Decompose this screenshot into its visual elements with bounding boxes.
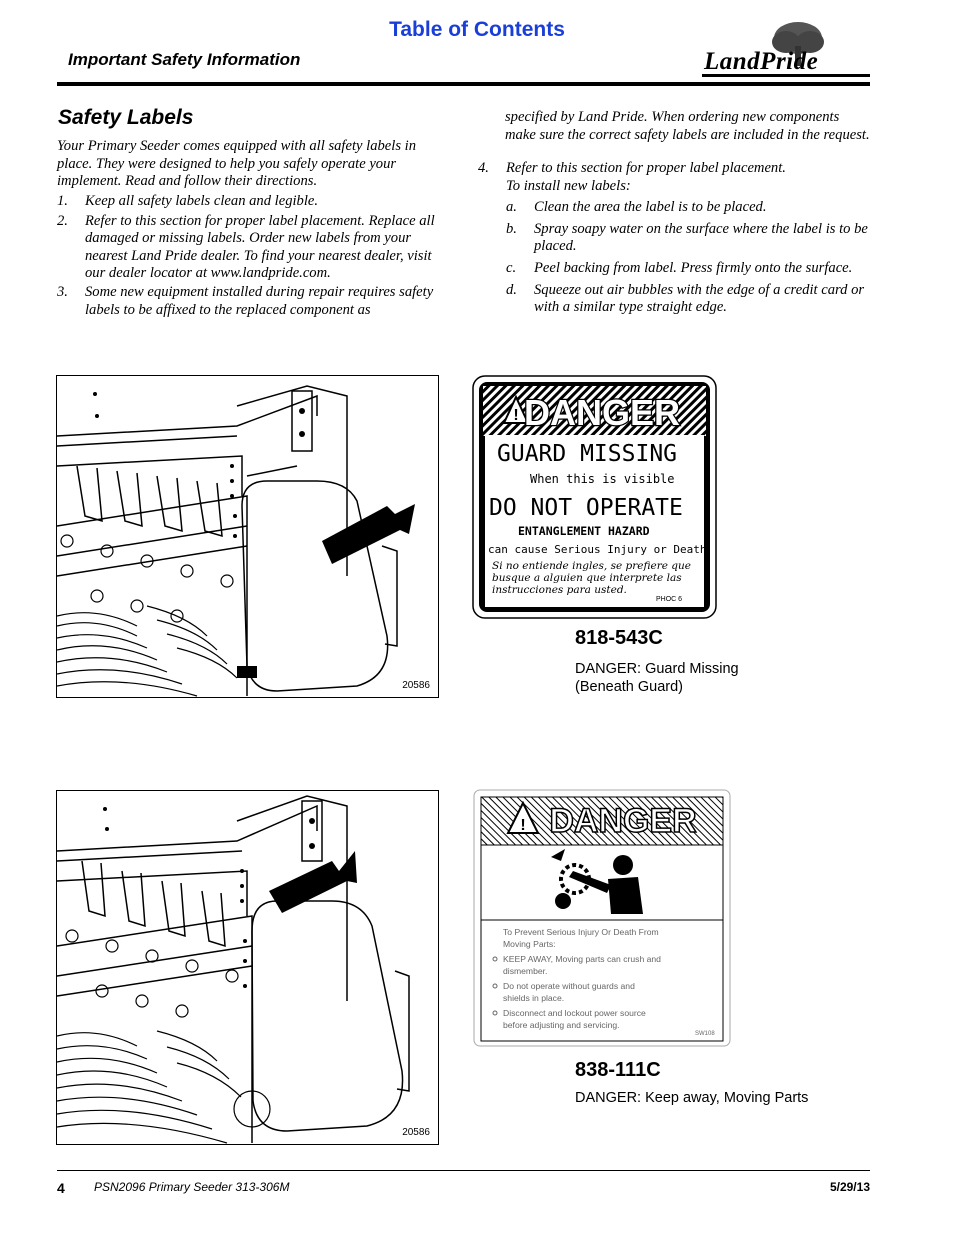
- list-item-continued: specified by Land Pride. When ordering new components make sure the correct safety labels are included in the request.: [505, 109, 870, 143]
- sign-line: busque a alguien que interprete las: [492, 572, 682, 584]
- sign-line: ENTANGLEMENT HAZARD: [518, 524, 650, 538]
- sub-item: a. Clean the area the label is to be placed.: [506, 199, 767, 216]
- land-pride-logo: [698, 18, 873, 80]
- document-date: 5/29/13: [829, 1180, 870, 1194]
- sign-line: Si no entiende ingles, se prefiere que: [492, 560, 691, 572]
- document-id: PSN2096 Primary Seeder 313-306M: [94, 1180, 290, 1194]
- seeder-drawing: [57, 376, 438, 697]
- label-part-number: 838-111C: [575, 1059, 661, 1081]
- sign-line: before adjusting and servicing.: [503, 1020, 620, 1030]
- sign-line: KEEP AWAY, Moving parts can crush and: [503, 954, 661, 964]
- sign-line: To Prevent Serious Injury Or Death From: [503, 927, 659, 937]
- instruction-list: [57, 193, 449, 319]
- install-instructions: [478, 160, 873, 317]
- header-rule: [57, 82, 870, 86]
- label-description: DANGER: Keep away, Moving Parts: [575, 1090, 809, 1106]
- sign-line: Moving Parts:: [503, 939, 556, 949]
- sub-item: d. Squeeze out air bubbles with the edge of a credit card or with a similar type straight edge.: [506, 281, 865, 316]
- seeder-illustration-1: [56, 375, 439, 698]
- seeder-illustration-2: [56, 790, 439, 1145]
- list-item: 1. Keep all safety labels clean and legible.: [57, 193, 319, 209]
- sign-line: instrucciones para usted.: [492, 584, 627, 596]
- sub-item: b. Spray soapy water on the surface where the label is to be placed.: [506, 220, 868, 255]
- table-of-contents-link[interactable]: Table of Contents: [389, 18, 565, 41]
- page-title: Safety Labels: [58, 106, 194, 129]
- sign-line: can cause Serious Injury or Death: [488, 543, 707, 556]
- list-item: 3. Some new equipment installed during repair requires safety labels to be affixed to the replaced component as: [57, 283, 434, 318]
- sign-code: SW108: [695, 1031, 715, 1037]
- keep-away-label: [473, 789, 731, 1047]
- sign-line: Disconnect and lockout power source: [503, 1008, 646, 1018]
- footer-rule: [57, 1170, 870, 1171]
- page-number: 4: [57, 1180, 65, 1196]
- logo-text: LandPride: [704, 48, 819, 75]
- danger-header: DANGER: [523, 392, 681, 433]
- list-item: 2. Refer to this section for proper label placement. Replace all damaged or missing labels. Order new labels from your nearest Land Pride dealer. To find your nearest dealer, visit our dealer locator at www.landpride.com.: [57, 212, 435, 282]
- sign-line: dismember.: [503, 966, 548, 976]
- sign-line: shields in place.: [503, 993, 565, 1003]
- danger-header: DANGER: [549, 802, 697, 840]
- svg-text:!: !: [520, 817, 526, 834]
- sign-line: GUARD MISSING: [497, 441, 678, 467]
- list-item: 4. Refer to this section for proper label placement. To install new labels: a. Clean the area the label is to be placed. b. Spray soapy water on the surface where the label is to be placed. c. Peel backing from label. Press firmly onto the surface. d. Squeeze out air bubbles with the edge of a credit card or with a similar type straight edge.: [478, 160, 873, 317]
- figure-number: 20586: [402, 680, 430, 691]
- sign-code: PHOC 6: [656, 596, 683, 603]
- seeder-drawing: [57, 791, 438, 1144]
- label-description: DANGER: Guard Missing (Beneath Guard): [575, 661, 739, 695]
- figure-number: 20586: [402, 1127, 430, 1138]
- intro-paragraph: Your Primary Seeder comes equipped with all safety labels in place. They were designed to help you safely operate your implement. Read and follow their directions.: [57, 138, 416, 190]
- sign-line: When this is visible: [530, 472, 675, 486]
- guard-missing-label: [472, 375, 717, 619]
- section-header: Important Safety Information: [68, 50, 301, 69]
- sub-item: c. Peel backing from label. Press firmly onto the surface.: [506, 259, 853, 276]
- svg-text:!: !: [513, 407, 519, 424]
- sign-line: DO NOT OPERATE: [489, 495, 683, 521]
- sign-line: Do not operate without guards and: [503, 981, 635, 991]
- label-part-number: 818-543C: [575, 627, 663, 649]
